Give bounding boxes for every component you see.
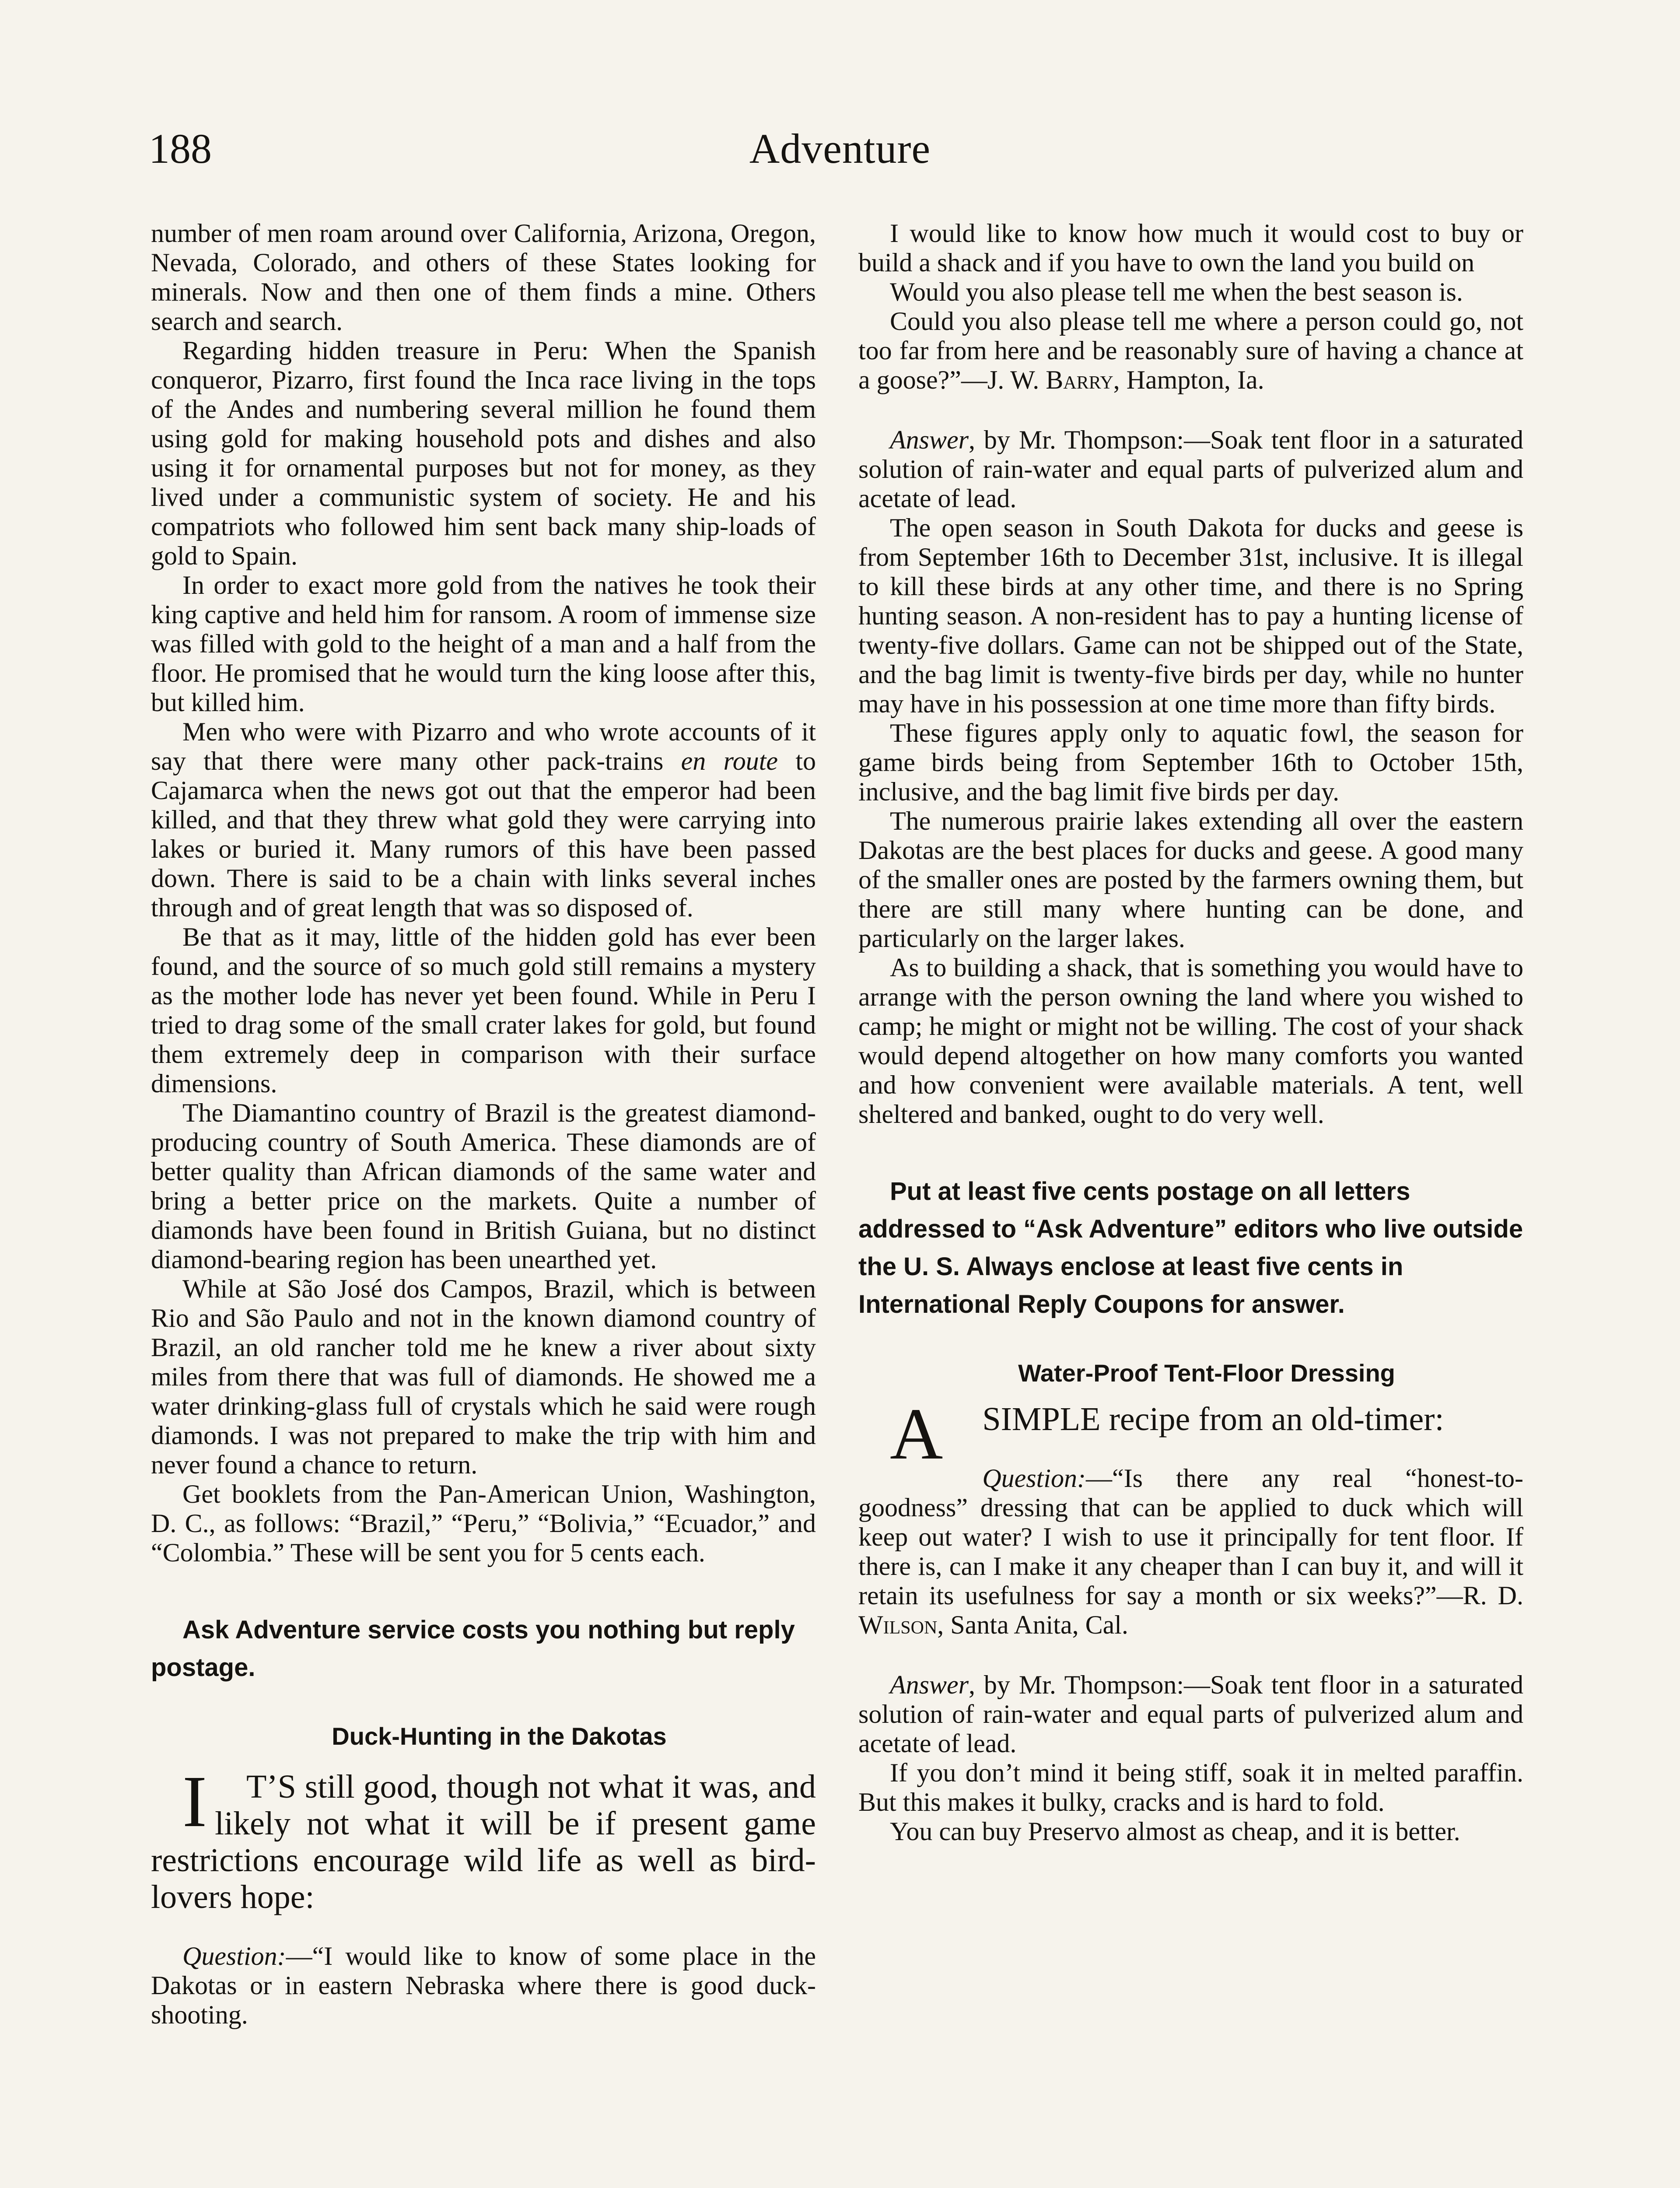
paragraph: Get booklets from the Pan-American Union, Washington, D. C., as follows: “Brazil,” “Peru,” “Bolivia,” “Ecuador,” and “Colombia.” These will be sent you for 5 cents each. bbox=[151, 1480, 816, 1567]
question-text: —“Is there any real “honest-to-goodness” dressing that can be applied to duck which will keep out water? I wish to use it principally for tent floor. If there is, can I make it any cheaper than I can buy it, and will it retain its usefulness for say a month or six weeks?”—R. D. bbox=[858, 1464, 1523, 1610]
running-head: Adventure bbox=[749, 125, 931, 172]
section-title: Water-Proof Tent-Floor Dressing bbox=[1018, 1359, 1395, 1387]
question bbox=[151, 1942, 816, 2030]
paragraph: The numerous prairie lakes extending all over the eastern Dakotas are the best places for ducks and geese. A good many of the smaller ones are posted by the farmers owning them, but there are still many where hunting can be done, and particularly on the larger lakes. bbox=[858, 806, 1523, 953]
postage-notice: Put at least five cents postage on all letters addressed to “Ask Adventure” editors who live outside the U. S. Always enclose at least five cents in International Reply Coupons for answer. bbox=[858, 1177, 1523, 1318]
intro-text: T’S still good, though not what it was, and likely not what it will be if present game restrictions encourage wild life as well as bird-lovers hope: bbox=[151, 1768, 816, 1915]
drop-cap: I bbox=[182, 1761, 207, 1842]
paragraph-text: Men who were with Pizarro and who wrote accounts of it say that there were many other pack-trains bbox=[151, 717, 816, 775]
question-label: Question: bbox=[182, 1942, 286, 1971]
paragraph-text: to Cajamarca when the news got out that the emperor had been killed, and that they threw what gold they were carrying into lakes or buried it. Many rumors of this have been passed down. There is said to be a chain with links several inches through and of great length that was so disposed of. bbox=[151, 747, 816, 922]
intro-text: SIMPLE recipe from an old-timer: bbox=[982, 1401, 1444, 1438]
author-place: , Santa Anita, Cal. bbox=[937, 1610, 1128, 1639]
paragraph: The open season in South Dakota for ducks and geese is from September 16th to December 31st, inclusive. It is illegal to kill these birds at any other time, and there is no Spring hunting season. A non-resident has to pay a hunting license of twenty-five dollars. Game can not be shipped out of the State, and the bag limit is twenty-five birds per day, while no hunter may have in his possession at one time more than fifty birds. bbox=[858, 513, 1523, 718]
right-column bbox=[858, 219, 1523, 1846]
paragraph bbox=[858, 307, 1523, 395]
paragraph-text: Could you also please tell me where a person could go, not too far from here and be reasonably sure of having a chance at a goose?”—J. W. bbox=[858, 307, 1523, 394]
answer-text: —Soak tent floor in a saturated solution of rain-water and equal parts of pulverized alum and acetate of lead. bbox=[858, 425, 1523, 513]
author-name: Barry bbox=[1046, 365, 1113, 394]
answer-label: Answer bbox=[890, 425, 969, 454]
paragraph: The Diamantino country of Brazil is the greatest diamond-producing country of South America. These diamonds are of better quality than African diamonds of the same water and bring a better price on the markets. Quite a number of diamonds have been found in British Guiana, but no distinct diamond-bearing region has been unearthed yet. bbox=[151, 1098, 816, 1274]
answer bbox=[858, 1670, 1523, 1758]
section-intro bbox=[151, 1761, 816, 1915]
paragraph: Would you also please tell me when the best season is. bbox=[890, 277, 1463, 306]
question-text: —“I would like to know of some place in the Dakotas or in eastern Nebraska where there is good duck-shooting. bbox=[151, 1942, 816, 2029]
answer bbox=[858, 425, 1523, 513]
left-column bbox=[151, 219, 816, 2030]
author-place: , Hampton, Ia. bbox=[1113, 365, 1264, 394]
paragraph: If you don’t mind it being stiff, soak it in melted paraffin. But this makes it bulky, cracks and is hard to fold. bbox=[858, 1758, 1523, 1816]
paragraph: You can buy Preservo almost as cheap, and it is better. bbox=[890, 1817, 1460, 1846]
section-intro bbox=[858, 1393, 1523, 1475]
service-notice: Ask Adventure service costs you nothing but reply postage. bbox=[151, 1616, 795, 1682]
page-number: 188 bbox=[149, 125, 212, 172]
answer-text: —Soak tent floor in a saturated solution of rain-water and equal parts of pulverized alum and acetate of lead. bbox=[858, 1670, 1523, 1758]
question-label: Question: bbox=[982, 1464, 1086, 1493]
paragraph: As to building a shack, that is something you would have to arrange with the person owning the land where you wished to camp; he might or might not be willing. The cost of your shack would depend altogether on how many comforts you wanted and how convenient were available materials. A tent, well sheltered and banked, ought to do very well. bbox=[858, 953, 1523, 1129]
answer-label: Answer bbox=[890, 1670, 969, 1699]
answer-by: , by Mr. Thompson: bbox=[969, 1670, 1184, 1699]
author-name: Wilson bbox=[858, 1610, 938, 1639]
drop-cap: A bbox=[890, 1393, 943, 1475]
italic-phrase: en route bbox=[681, 747, 778, 775]
paragraph bbox=[151, 717, 816, 922]
answer-by: , by Mr. Thompson: bbox=[969, 425, 1184, 454]
paragraph: Be that as it may, little of the hidden gold has ever been found, and the source of so much gold still remains a mystery as the mother lode has never yet been found. While in Peru I tried to drag some of the small crater lakes for gold, but found them extremely deep in comparison with their surface dimensions. bbox=[151, 922, 816, 1098]
paragraph: While at São José dos Campos, Brazil, which is between Rio and São Paulo and not in the known diamond country of Brazil, an old rancher told me he knew a river about sixty miles from there that was full of diamonds. He showed me a water drinking-glass full of crystals which he said were rough diamonds. I was not prepared to make the trip with him and never found a chance to return. bbox=[151, 1274, 816, 1479]
paragraph: I would like to know how much it would cost to buy or build a shack and if you have to own the land you build on bbox=[858, 219, 1523, 277]
paragraph: number of men roam around over California, Arizona, Oregon, Nevada, Colorado, and others of these States looking for minerals. Now and then one of them finds a mine. Others search and search. bbox=[151, 219, 816, 336]
paragraph: In order to exact more gold from the natives he took their king captive and held him for ransom. A room of immense size was filled with gold to the height of a man and a half from the floor. He promised that he would turn the king loose after this, but killed him. bbox=[151, 571, 816, 717]
section-title: Duck-Hunting in the Dakotas bbox=[332, 1722, 667, 1750]
paragraph: These figures apply only to aquatic fowl, the season for game birds being from September 16th to October 15th, inclusive, and the bag limit five birds per day. bbox=[858, 719, 1523, 806]
paragraph: Regarding hidden treasure in Peru: When the Spanish conqueror, Pizarro, first found the Inca race living in the tops of the Andes and numbering several million he found them using gold for making household pots and dishes and also using it for ornamental purposes but not for money, as they lived under a communistic system of society. He and his compatriots who followed him sent back many ship-loads of gold to Spain. bbox=[151, 336, 816, 570]
question bbox=[858, 1464, 1523, 1640]
